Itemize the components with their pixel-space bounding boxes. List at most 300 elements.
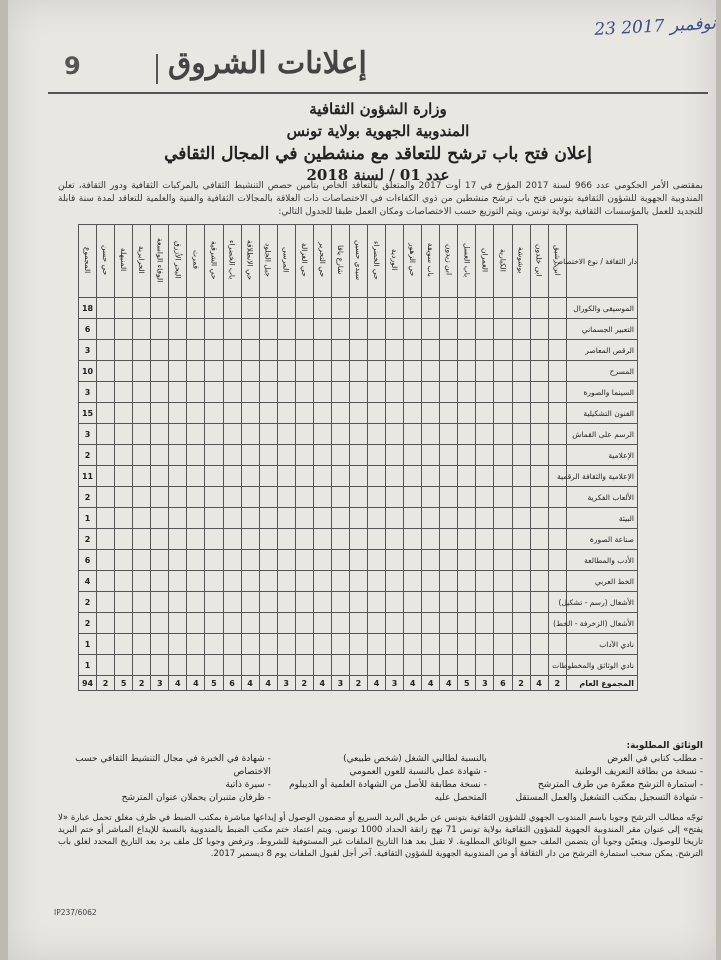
table-row — [79, 613, 638, 634]
table-cell — [422, 466, 440, 487]
table-cell — [115, 445, 133, 466]
table-cell — [187, 445, 205, 466]
table-cell — [97, 382, 115, 403]
column-header-label: ابن خلدون — [534, 243, 544, 277]
table-cell — [169, 550, 187, 571]
specialty-label: البيئة — [567, 508, 638, 529]
table-cell — [494, 634, 512, 655]
table-cell — [259, 655, 277, 676]
table-cell — [169, 319, 187, 340]
table-cell — [133, 424, 151, 445]
table-cell — [386, 340, 404, 361]
column-header-label: حي التحرير — [317, 242, 327, 278]
table-cell — [404, 361, 422, 382]
column-header-label: المرسى — [281, 247, 291, 273]
table-cell — [440, 550, 458, 571]
table-cell — [295, 340, 313, 361]
table-cell — [259, 613, 277, 634]
table-cell — [241, 592, 259, 613]
table-cell — [368, 487, 386, 508]
table-cell — [404, 655, 422, 676]
table-cell — [115, 508, 133, 529]
row-total-cell: 6 — [79, 550, 97, 571]
table-cell — [458, 592, 476, 613]
column-total-cell: 2 — [133, 676, 151, 691]
table-cell — [404, 529, 422, 550]
table-cell — [133, 445, 151, 466]
table-cell — [97, 445, 115, 466]
table-cell — [548, 487, 566, 508]
table-cell — [259, 382, 277, 403]
table-cell — [530, 487, 548, 508]
table-cell — [368, 571, 386, 592]
table-cell — [223, 403, 241, 424]
specialty-label: صناعة الصورة — [567, 529, 638, 550]
table-cell — [458, 382, 476, 403]
table-cell — [512, 403, 530, 424]
column-total-cell: 2 — [512, 676, 530, 691]
table-cell — [458, 508, 476, 529]
table-cell — [331, 529, 349, 550]
table-cell — [97, 361, 115, 382]
table-cell — [259, 529, 277, 550]
document-item: - سيرة ذاتية — [225, 780, 271, 790]
table-cell — [440, 466, 458, 487]
row-total-cell: 3 — [79, 340, 97, 361]
table-cell — [313, 445, 331, 466]
table-cell — [548, 445, 566, 466]
table-cell — [277, 634, 295, 655]
table-cell — [548, 319, 566, 340]
table-row — [79, 382, 638, 403]
table-cell — [187, 613, 205, 634]
table-cell — [115, 340, 133, 361]
table-cell — [368, 340, 386, 361]
row-total-cell: 2 — [79, 487, 97, 508]
document-item: - مطلب كتابي في العرض — [607, 754, 703, 764]
table-cell — [133, 340, 151, 361]
table-cell — [133, 634, 151, 655]
column-header — [494, 225, 512, 298]
table-cell — [530, 445, 548, 466]
table-cell — [151, 634, 169, 655]
column-header — [458, 225, 476, 298]
document-item: - ظرفان متنبران يحملان عنوان المترشح — [121, 793, 271, 803]
table-row — [79, 592, 638, 613]
table-cell — [512, 424, 530, 445]
table-cell — [422, 571, 440, 592]
column-header-label: الكبارية — [498, 248, 508, 272]
table-cell — [115, 466, 133, 487]
column-total-cell: 3 — [151, 676, 169, 691]
table-cell — [530, 403, 548, 424]
table-cell — [295, 361, 313, 382]
table-cell — [223, 298, 241, 319]
table-cell — [241, 655, 259, 676]
table-cell — [422, 529, 440, 550]
table-cell — [205, 571, 223, 592]
table-cell — [295, 466, 313, 487]
table-cell — [331, 655, 349, 676]
document-item: - شهادة في الخبرة في مجال التنشيط الثقافي حسب الاختصاص — [75, 754, 271, 777]
table-cell — [422, 319, 440, 340]
table-cell — [440, 319, 458, 340]
table-cell — [386, 298, 404, 319]
table-cell — [440, 382, 458, 403]
column-header — [115, 225, 133, 298]
specialty-label: الإعلامية — [567, 445, 638, 466]
table-cell — [223, 424, 241, 445]
table-cell — [440, 508, 458, 529]
table-cell — [151, 466, 169, 487]
documents-column-3 — [58, 753, 271, 805]
table-cell — [295, 424, 313, 445]
table-cell — [476, 550, 494, 571]
document-item: - استمارة الترشح معمّرة من طرف المترشح — [537, 780, 703, 790]
table-cell — [512, 466, 530, 487]
table-cell — [205, 613, 223, 634]
table-cell — [422, 613, 440, 634]
table-cell — [187, 403, 205, 424]
table-cell — [494, 403, 512, 424]
table-cell — [205, 508, 223, 529]
table-cell — [476, 382, 494, 403]
table-cell — [368, 592, 386, 613]
document-item: - نسخة من بطاقة التعريف الوطنية — [574, 767, 703, 777]
table-cell — [530, 634, 548, 655]
table-cell — [277, 529, 295, 550]
table-cell — [331, 550, 349, 571]
row-total-cell: 15 — [79, 403, 97, 424]
table-cell — [386, 571, 404, 592]
table-cell — [133, 487, 151, 508]
table-cell — [331, 592, 349, 613]
table-cell — [512, 361, 530, 382]
table-cell — [422, 445, 440, 466]
table-cell — [440, 424, 458, 445]
table-cell — [349, 298, 367, 319]
announcement-number: عدد 01 / لسنة 2018 — [306, 166, 450, 184]
table-cell — [169, 634, 187, 655]
table-row — [79, 445, 638, 466]
row-total-cell: 4 — [79, 571, 97, 592]
table-cell — [422, 487, 440, 508]
table-cell — [386, 424, 404, 445]
table-cell — [223, 529, 241, 550]
column-total-cell: 4 — [422, 676, 440, 691]
table-cell — [223, 592, 241, 613]
table-cell — [349, 592, 367, 613]
table-cell — [133, 382, 151, 403]
table-cell — [386, 655, 404, 676]
column-total-cell: 4 — [530, 676, 548, 691]
table-cell — [187, 424, 205, 445]
table-cell — [277, 424, 295, 445]
column-header — [368, 225, 386, 298]
table-cell — [404, 550, 422, 571]
document-item: بالنسبة لطالبي الشغل (شخص طبيعي) — [343, 754, 487, 764]
table-row — [79, 466, 638, 487]
table-cell — [115, 319, 133, 340]
table-cell — [187, 466, 205, 487]
table-cell — [187, 655, 205, 676]
table-cell — [404, 340, 422, 361]
column-total-cell: 4 — [404, 676, 422, 691]
documents-column-1 — [490, 753, 703, 805]
table-cell — [422, 424, 440, 445]
table-cell — [404, 487, 422, 508]
table-row — [79, 487, 638, 508]
column-header — [512, 225, 530, 298]
table-cell — [205, 592, 223, 613]
table-cell — [277, 571, 295, 592]
column-total-cell: 4 — [169, 676, 187, 691]
column-total-cell: 4 — [187, 676, 205, 691]
table-cell — [151, 571, 169, 592]
column-header-label: ابن زيدون — [444, 244, 454, 276]
column-header-label: حي الخضراء — [372, 240, 382, 280]
masthead-divider — [156, 54, 158, 84]
table-cell — [187, 634, 205, 655]
table-cell — [404, 466, 422, 487]
table-cell — [313, 508, 331, 529]
table-row — [79, 655, 638, 676]
table-cell — [313, 571, 331, 592]
ministry-name: وزارة الشؤون الثقافية — [309, 100, 447, 118]
table-cell — [97, 298, 115, 319]
table-cell — [494, 529, 512, 550]
table-cell — [313, 361, 331, 382]
table-cell — [97, 466, 115, 487]
table-row — [79, 403, 638, 424]
table-cell — [368, 655, 386, 676]
table-cell — [458, 550, 476, 571]
specialty-label: الرقص المعاصر — [567, 340, 638, 361]
table-cell — [259, 508, 277, 529]
table-cell — [151, 424, 169, 445]
table-cell — [205, 361, 223, 382]
column-header — [259, 225, 277, 298]
table-cell — [223, 655, 241, 676]
column-total-cell: 6 — [494, 676, 512, 691]
table-cell — [313, 613, 331, 634]
table-cell — [494, 592, 512, 613]
table-cell — [512, 634, 530, 655]
table-cell — [368, 613, 386, 634]
table-cell — [313, 550, 331, 571]
table-cell — [277, 298, 295, 319]
table-cell — [97, 403, 115, 424]
column-header-label: شارع يافا — [335, 245, 345, 275]
table-cell — [205, 655, 223, 676]
table-cell — [548, 571, 566, 592]
table-cell — [458, 529, 476, 550]
table-cell — [349, 634, 367, 655]
table-cell — [205, 550, 223, 571]
column-header-label: الحرايرية — [137, 246, 147, 274]
column-header-label: بوشوشة — [516, 246, 526, 274]
column-header — [241, 225, 259, 298]
table-cell — [494, 466, 512, 487]
table-cell — [133, 319, 151, 340]
table-cell — [530, 382, 548, 403]
masthead-title: إعلانات الشروق — [168, 46, 367, 81]
table-cell — [277, 445, 295, 466]
table-cell — [548, 550, 566, 571]
table-cell — [169, 340, 187, 361]
table-cell — [386, 319, 404, 340]
table-cell — [151, 445, 169, 466]
table-cell — [368, 403, 386, 424]
table-cell — [223, 508, 241, 529]
table-cell — [476, 424, 494, 445]
table-cell — [458, 466, 476, 487]
table-cell — [368, 508, 386, 529]
table-cell — [404, 592, 422, 613]
table-cell — [277, 382, 295, 403]
table-cell — [331, 571, 349, 592]
table-cell — [349, 550, 367, 571]
table-cell — [205, 340, 223, 361]
table-cell — [133, 466, 151, 487]
table-cell — [422, 508, 440, 529]
table-cell — [223, 382, 241, 403]
table-cell — [115, 613, 133, 634]
table-cell — [349, 613, 367, 634]
table-cell — [530, 466, 548, 487]
table-cell — [151, 529, 169, 550]
column-header — [169, 225, 187, 298]
table-cell — [349, 487, 367, 508]
table-row — [79, 571, 638, 592]
column-header-label: جبل الجلود — [263, 243, 273, 277]
column-header — [205, 225, 223, 298]
table-cell — [115, 571, 133, 592]
column-header-label: المنيهلة — [119, 248, 129, 272]
table-cell — [422, 298, 440, 319]
table-cell — [476, 571, 494, 592]
table-cell — [368, 424, 386, 445]
table-cell — [169, 445, 187, 466]
column-header — [313, 225, 331, 298]
table-cell — [151, 592, 169, 613]
table-cell — [494, 319, 512, 340]
row-total-cell: 3 — [79, 382, 97, 403]
table-cell — [331, 466, 349, 487]
table-cell — [512, 655, 530, 676]
table-cell — [494, 550, 512, 571]
table-cell — [115, 655, 133, 676]
table-cell — [512, 613, 530, 634]
table-cell — [331, 340, 349, 361]
table-cell — [313, 403, 331, 424]
table-cell — [530, 508, 548, 529]
table-cell — [386, 613, 404, 634]
table-cell — [187, 319, 205, 340]
table-cell — [97, 634, 115, 655]
table-cell — [205, 466, 223, 487]
required-documents — [58, 740, 703, 805]
table-cell — [368, 319, 386, 340]
table-cell — [404, 571, 422, 592]
row-total-cell: 10 — [79, 361, 97, 382]
table-cell — [295, 592, 313, 613]
table-cell — [458, 424, 476, 445]
table-row — [79, 529, 638, 550]
table-cell — [331, 298, 349, 319]
table-cell — [530, 298, 548, 319]
table-cell — [548, 340, 566, 361]
row-total-cell: 11 — [79, 466, 97, 487]
handwritten-date: 23 نوفمبر 2017 — [593, 13, 717, 40]
table-cell — [404, 508, 422, 529]
table-cell — [331, 424, 349, 445]
table-cell — [404, 382, 422, 403]
column-total-cell: 4 — [313, 676, 331, 691]
table-cell — [133, 403, 151, 424]
table-cell — [368, 634, 386, 655]
table-cell — [422, 361, 440, 382]
column-header-label: قمرت — [191, 250, 201, 270]
column-header — [295, 225, 313, 298]
specialty-label: الموسيقى والكورال — [567, 298, 638, 319]
table-cell — [295, 403, 313, 424]
row-total-cell: 1 — [79, 634, 97, 655]
table-cell — [259, 550, 277, 571]
table-cell — [223, 550, 241, 571]
column-header — [386, 225, 404, 298]
table-cell — [476, 403, 494, 424]
table-cell — [97, 571, 115, 592]
table-row — [79, 550, 638, 571]
column-header-label: حي الغزالة — [299, 243, 309, 277]
table-cell — [349, 424, 367, 445]
table-cell — [548, 361, 566, 382]
specialty-label: الأشغال (الزخرفة - الخط) — [567, 613, 638, 634]
column-header — [331, 225, 349, 298]
table-cell — [440, 571, 458, 592]
specialty-label: الخط العربي — [567, 571, 638, 592]
table-cell — [259, 634, 277, 655]
table-row — [79, 508, 638, 529]
table-cell — [476, 634, 494, 655]
table-cell — [277, 340, 295, 361]
column-header-label: الوردية — [390, 249, 400, 271]
table-row — [79, 676, 638, 691]
table-cell — [458, 634, 476, 655]
table-cell — [115, 634, 133, 655]
table-cell — [151, 340, 169, 361]
table-cell — [458, 319, 476, 340]
table-row — [79, 319, 638, 340]
table-cell — [259, 445, 277, 466]
column-header-label: باب الخضراء — [227, 240, 237, 280]
table-cell — [169, 298, 187, 319]
column-total-cell: 5 — [458, 676, 476, 691]
table-cell — [277, 403, 295, 424]
table-cell — [295, 655, 313, 676]
column-total-cell: 3 — [476, 676, 494, 691]
table-cell — [97, 592, 115, 613]
table-cell — [187, 508, 205, 529]
table-cell — [422, 340, 440, 361]
table-cell — [259, 592, 277, 613]
table-cell — [331, 508, 349, 529]
table-cell — [494, 382, 512, 403]
table-cell — [277, 613, 295, 634]
table-cell — [241, 403, 259, 424]
table-cell — [458, 361, 476, 382]
